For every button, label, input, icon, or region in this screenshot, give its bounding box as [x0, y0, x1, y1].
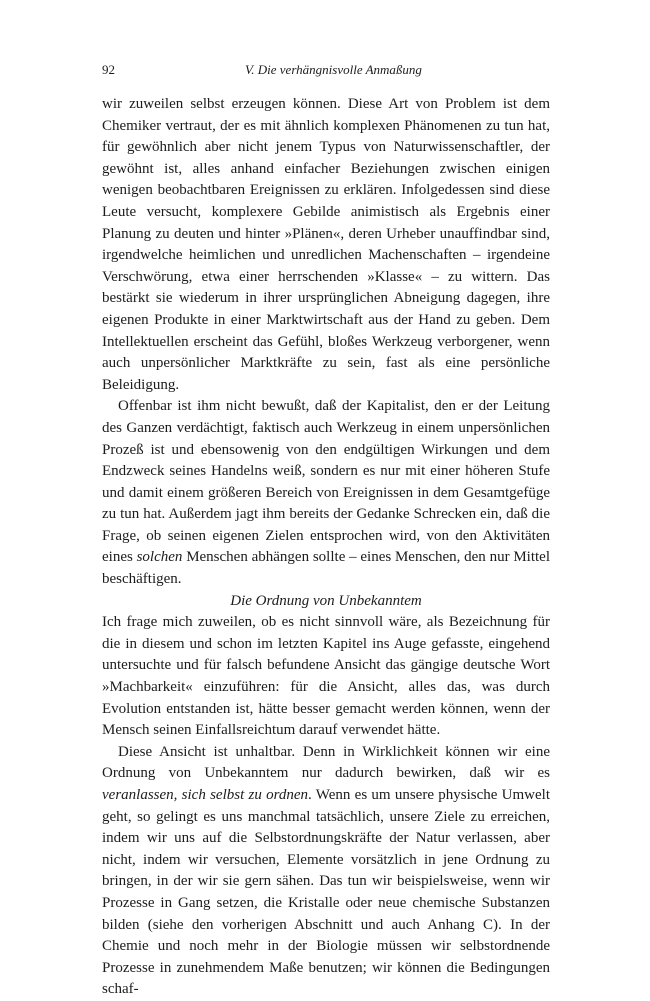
emphasized-text: solchen [136, 549, 183, 566]
section-heading: Die Ordnung von Unbekanntem [230, 592, 422, 609]
paragraph [102, 396, 550, 590]
paragraph [102, 94, 550, 396]
body-text [102, 94, 550, 1001]
text-run: Menschen abhängen sollte – eines Menschen, den nur Mittel beschäftigen. [102, 549, 550, 588]
paragraph [102, 612, 550, 742]
text-run: . Wenn es um unsere physische Umwelt geht, so gelingt es uns manchmal tatsächlich, unsere Ziele zu erreichen, indem wir uns auf die Selbstordnungskräfte der Natur verlassen, aber nicht, indem wir versuchen, Elemente vorsätzlich in jene Ordnung zu bringen, in der wir sie gern sähen. Das tun wir beispielsweise, wenn wir Prozesse in Gang setzen, die Kristalle oder neue chemische Substanzen bilden (siehe den vorherigen Abschnitt und auch Anhang C). In der Chemie und noch mehr in der Biologie müssen wir selbstordnende Prozesse in zunehmendem Maße benutzen; wir können die Bedingungen schaf- [102, 787, 550, 998]
text-run: wir zuweilen selbst erzeugen können. Diese Art von Problem ist dem Chemiker vertraut, der es mit ähnlich komplexen Phänomenen zu tun hat, für gewöhnlich aber nicht jenem Typus von Naturwissenschaftler, der gewöhnt ist, alles anhand einfacher Beziehungen zwischen einigen wenigen beobachtbaren Ereignissen zu erklären. Infolgedessen sind diese Leute versucht, komplexere Gebilde animistisch als Ergebnis einer Planung zu deuten und hinter »Plänen«, deren Urheber unauffindbar sind, irgendwelche heimlichen und unredlichen Machenschaften – irgendeine Verschwörung, etwa einer herrschenden »Klasse« – zu wittern. Das bestärkt sie wiederum in ihrer ursprünglichen Abneigung dagegen, ihre eigenen Produkte in einer Marktwirtschaft aus der Hand zu geben. Dem Intellektuellen erscheint das Gefühl, bloßes Werkzeug verborgener, wenn auch unpersönlicher Marktkräfte zu sein, fast als eine persönliche Beleidigung. [102, 96, 550, 393]
text-run: Diese Ansicht ist unhaltbar. Denn in Wirklichkeit können wir eine Ordnung von Unbekanntem nur dadurch bewirken, daß wir es [102, 743, 550, 782]
text-run: Ich frage mich zuweilen, ob es nicht sinnvoll wäre, als Bezeichnung für die in diesem und schon im letzten Kapitel ins Auge gefasste, eingehend untersuchte und für falsch befundene Ansicht das gängige deutsche Wort »Machbarkeit« einzuführen: für die Ansicht, alles das, was durch Evolution entstanden ist, hätte besser gemacht werden können, wenn der Mensch seinen Einfallsreichtum darauf verwendet hätte. [102, 614, 550, 739]
paragraphs-before-heading [102, 94, 550, 591]
emphasized-text: veranlassen, sich selbst zu ordnen [102, 787, 309, 803]
paragraphs-after-heading [102, 612, 550, 1001]
text-run: Offenbar ist ihm nicht bewußt, daß der Kapitalist, den er der Leitung des Ganzen verdächtigt, faktisch auch Werkzeug in einem unpersönlichen Prozeß ist und ebensowenig von den endgültigen Wirkungen und dem Endzweck seines Handelns weiß, sondern es nur mit einer höheren Stufe und damit einem größeren Bereich von Ereignissen in dem Gesamtgefüge zu tun hat. Außerdem jagt ihm bereits der Gedanke Schrecken ein, daß die Frage, ob seinen eigenen Zielen entsprochen wird, von den Aktivitäten eines [102, 398, 550, 566]
paragraph [102, 742, 550, 1001]
running-title: V. Die verhängnisvolle Anmaßung [245, 62, 422, 77]
page-number: 92 [102, 62, 115, 77]
